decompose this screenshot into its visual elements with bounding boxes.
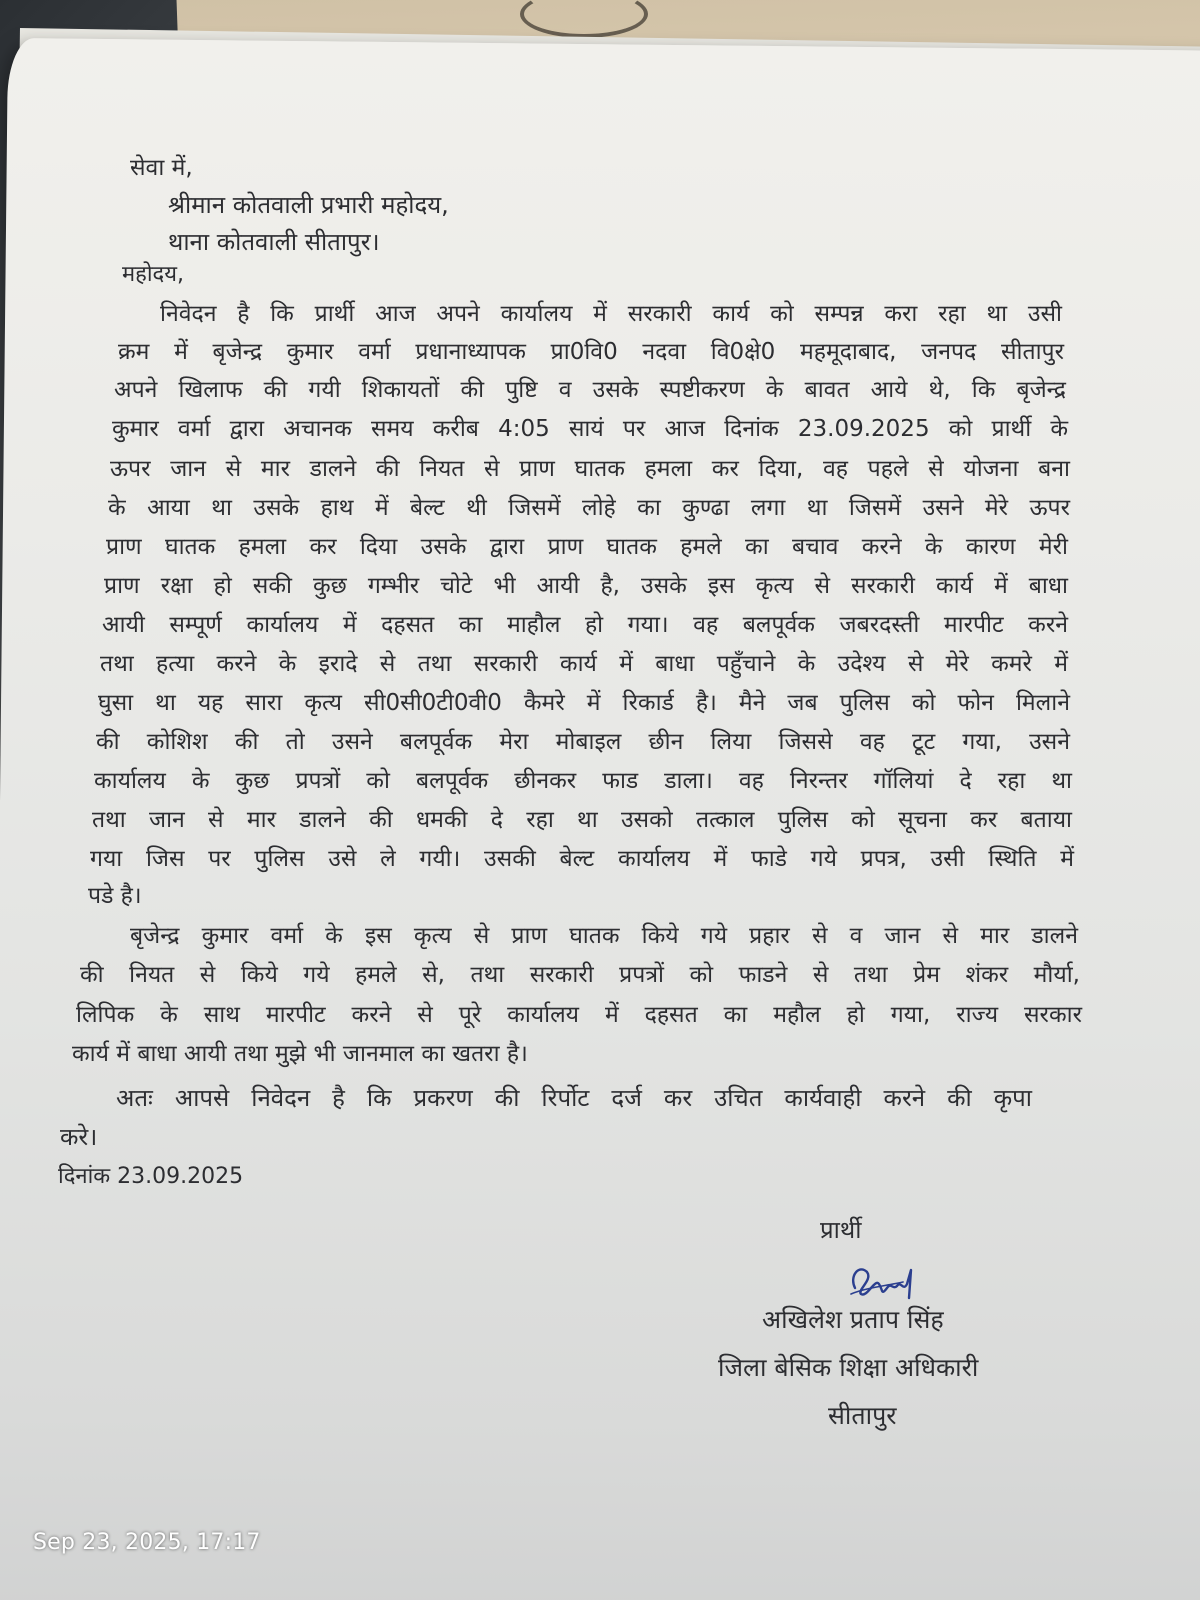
body-line: कार्य में बाधा आयी तथा मुझे भी जानमाल का खतरा है। [72, 1041, 528, 1067]
body-line: क्रम में बृजेन्द्र कुमार वर्मा प्रधानाध्यापक प्रा0वि0 नदवा वि0क्षे0 महमूदाबाद, जनपद सीतापुर [118, 339, 1064, 365]
signature [845, 1258, 925, 1306]
body-line: की कोशिश की तो उसने बलपूर्वक मेरा मोबाइल छीन लिया जिससे वह टूट गया, उसने [96, 729, 1070, 755]
body-line: कार्यालय के कुछ प्रपत्रों को बलपूर्वक छीनकर फाड डाला। वह निरन्तर गॉलियां दे रहा था [94, 768, 1072, 794]
body-line: अपने खिलाफ की गयी शिकायतों की पुष्टि व उसके स्पष्टीकरण के बावत आये थे, कि बृजेन्द्र [114, 377, 1066, 403]
greeting: महोदय, [122, 262, 184, 287]
body-line: गया जिस पर पुलिस उसे ले गयी। उसकी बेल्ट कार्यालय में फाडे गये प्रपत्र, उसी स्थिति में [90, 846, 1074, 872]
body-line: निवेदन है कि प्रार्थी आज अपने कार्यालय में सरकारी कार्य को सम्पन्न करा रहा था उसी [160, 301, 1062, 327]
signer-name: अखिलेश प्रताप सिंह [762, 1305, 944, 1334]
body-line: अतः आपसे निवेदन है कि प्रकरण की रिर्पोट दर्ज कर उचित कार्यवाही करने की कृपा [116, 1084, 1032, 1112]
body-line: ऊपर जान से मार डालने की नियत से प्राण घातक हमला कर दिया, वह पहले से योजना बना [110, 456, 1070, 482]
body-line: कुमार वर्मा द्वारा अचानक समय करीब 4:05 सायं पर आज दिनांक 23.09.2025 को प्रार्थी के [112, 416, 1068, 442]
body-line: प्राण रक्षा हो सकी कुछ गम्भीर चोटे भी आयी है, उसके इस कृत्य से सरकारी कार्य में बाधा [104, 573, 1068, 599]
date-line: दिनांक 23.09.2025 [58, 1164, 244, 1189]
body-line: लिपिक के साथ मारपीट करने से पूरे कार्यालय में दहसत का महौल हो गया, राज्य सरकार [76, 1002, 1082, 1028]
signer-place: सीतापुर [828, 1401, 897, 1430]
applicant-label: प्रार्थी [820, 1216, 862, 1244]
body-line: प्राण घातक हमला कर दिया उसके द्वारा प्राण घातक हमले का बचाव करने के कारण मेरी [106, 534, 1068, 560]
recipient-line-2: थाना कोतवाली सीतापुर। [168, 228, 380, 256]
body-line: तथा हत्या करने के इरादे से तथा सरकारी कार्य में बाधा पहुँचाने के उदेश्य से मेरे कमरे में [100, 651, 1068, 677]
body-line: बृजेन्द्र कुमार वर्मा के इस कृत्य से प्राण घातक किये गये प्रहार से व जान से मार डालने [130, 923, 1078, 949]
signer-title: जिला बेसिक शिक्षा अधिकारी [718, 1353, 979, 1382]
body-line: की नियत से किये गये हमले से, तथा सरकारी प्रपत्रों को फाडने से तथा प्रेम शंकर मौर्या, [80, 962, 1080, 988]
photo-timestamp: Sep 23, 2025, 17:17 [33, 1530, 261, 1555]
body-line: के आया था उसके हाथ में बेल्ट थी जिसमें लोहे का कुण्ढा लगा था जिसमें उसने मेरे ऊपर [108, 495, 1070, 521]
recipient-line-1: श्रीमान कोतवाली प्रभारी महोदय, [168, 191, 449, 219]
salutation-to: सेवा में, [130, 155, 193, 181]
body-line: तथा जान से मार डालने की धमकी दे रहा था उसको तत्काल पुलिस को सूचना कर बताया [92, 807, 1072, 833]
body-line: करे। [60, 1123, 98, 1151]
body-line: पडे है। [88, 883, 142, 909]
body-line: आयी सम्पूर्ण कार्यालय में दहसत का माहौल हो गया। वह बलपूर्वक जबरदस्ती मारपीट करने [102, 612, 1068, 638]
body-line: घुसा था यह सारा कृत्य सी0सी0टी0वी0 कैमरे में रिकार्ड है। मैने जब पुलिस को फोन मिलाने [98, 690, 1070, 716]
